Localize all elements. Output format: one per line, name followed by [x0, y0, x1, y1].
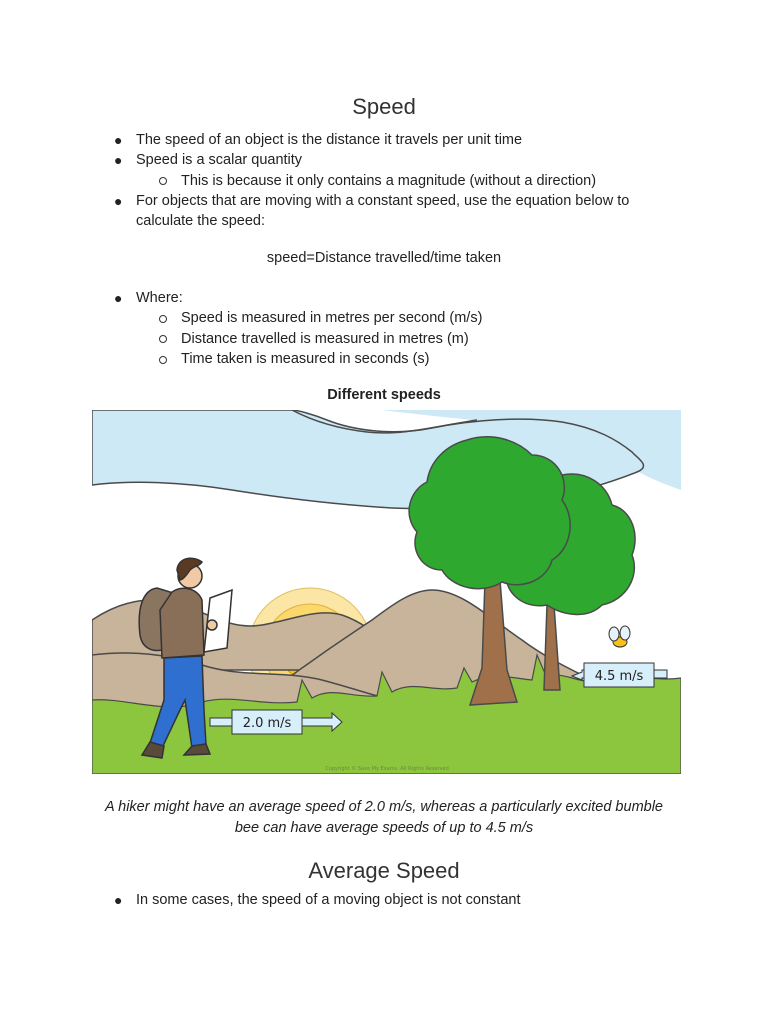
- sub-bullet-text: This is because it only contains a magnitude (without a direction): [181, 173, 597, 189]
- hiker-speed-label: 2.0 m/s: [242, 716, 292, 731]
- figure-title: Different speeds: [327, 387, 441, 403]
- hiker-hand: [207, 620, 217, 630]
- figure-caption-line1: A hiker might have an average speed of 2.0 m/s, whereas a particularly excited bumble: [104, 799, 663, 815]
- different-speeds-illustration: [92, 410, 681, 774]
- sub-bullet-marker: [159, 315, 167, 323]
- sub-bullet-marker: [159, 177, 167, 185]
- bullet-marker: ●: [114, 152, 123, 168]
- sub-bullet-marker: [159, 356, 167, 364]
- speed-equation: speed=Distance travelled/time taken: [266, 250, 502, 266]
- where-label: Where:: [136, 290, 183, 306]
- where-item: Time taken is measured in seconds (s): [181, 351, 430, 367]
- bullet-text-continued: calculate the speed:: [136, 213, 265, 229]
- section-title-speed: Speed: [352, 94, 416, 119]
- bullet-text: For objects that are moving with a constant speed, use the equation below to: [136, 193, 630, 209]
- bullet-text: The speed of an object is the distance it travels per unit time: [136, 132, 523, 148]
- bullet-marker: ●: [114, 892, 123, 908]
- section-title-average-speed: Average Speed: [308, 858, 460, 883]
- where-item: Speed is measured in metres per second (m/s): [181, 310, 483, 326]
- sub-bullet-marker: [159, 335, 167, 343]
- bullet-marker: ●: [114, 132, 123, 148]
- illustration-svg: [92, 410, 681, 774]
- bullet-text: Speed is a scalar quantity: [136, 152, 303, 168]
- copyright-text: Copyright © Save My Exams. All Rights Reserved: [325, 766, 449, 772]
- where-item: Distance travelled is measured in metres (m): [181, 331, 469, 347]
- bullet-marker: ●: [114, 290, 123, 306]
- bee-speed-label: 4.5 m/s: [594, 669, 644, 684]
- bullet-text: In some cases, the speed of a moving object is not constant: [136, 892, 521, 908]
- bullet-marker: ●: [114, 193, 123, 209]
- bee-speed-arrow: [572, 663, 667, 687]
- figure-caption-line2: bee can have average speeds of up to 4.5 m/s: [234, 820, 534, 836]
